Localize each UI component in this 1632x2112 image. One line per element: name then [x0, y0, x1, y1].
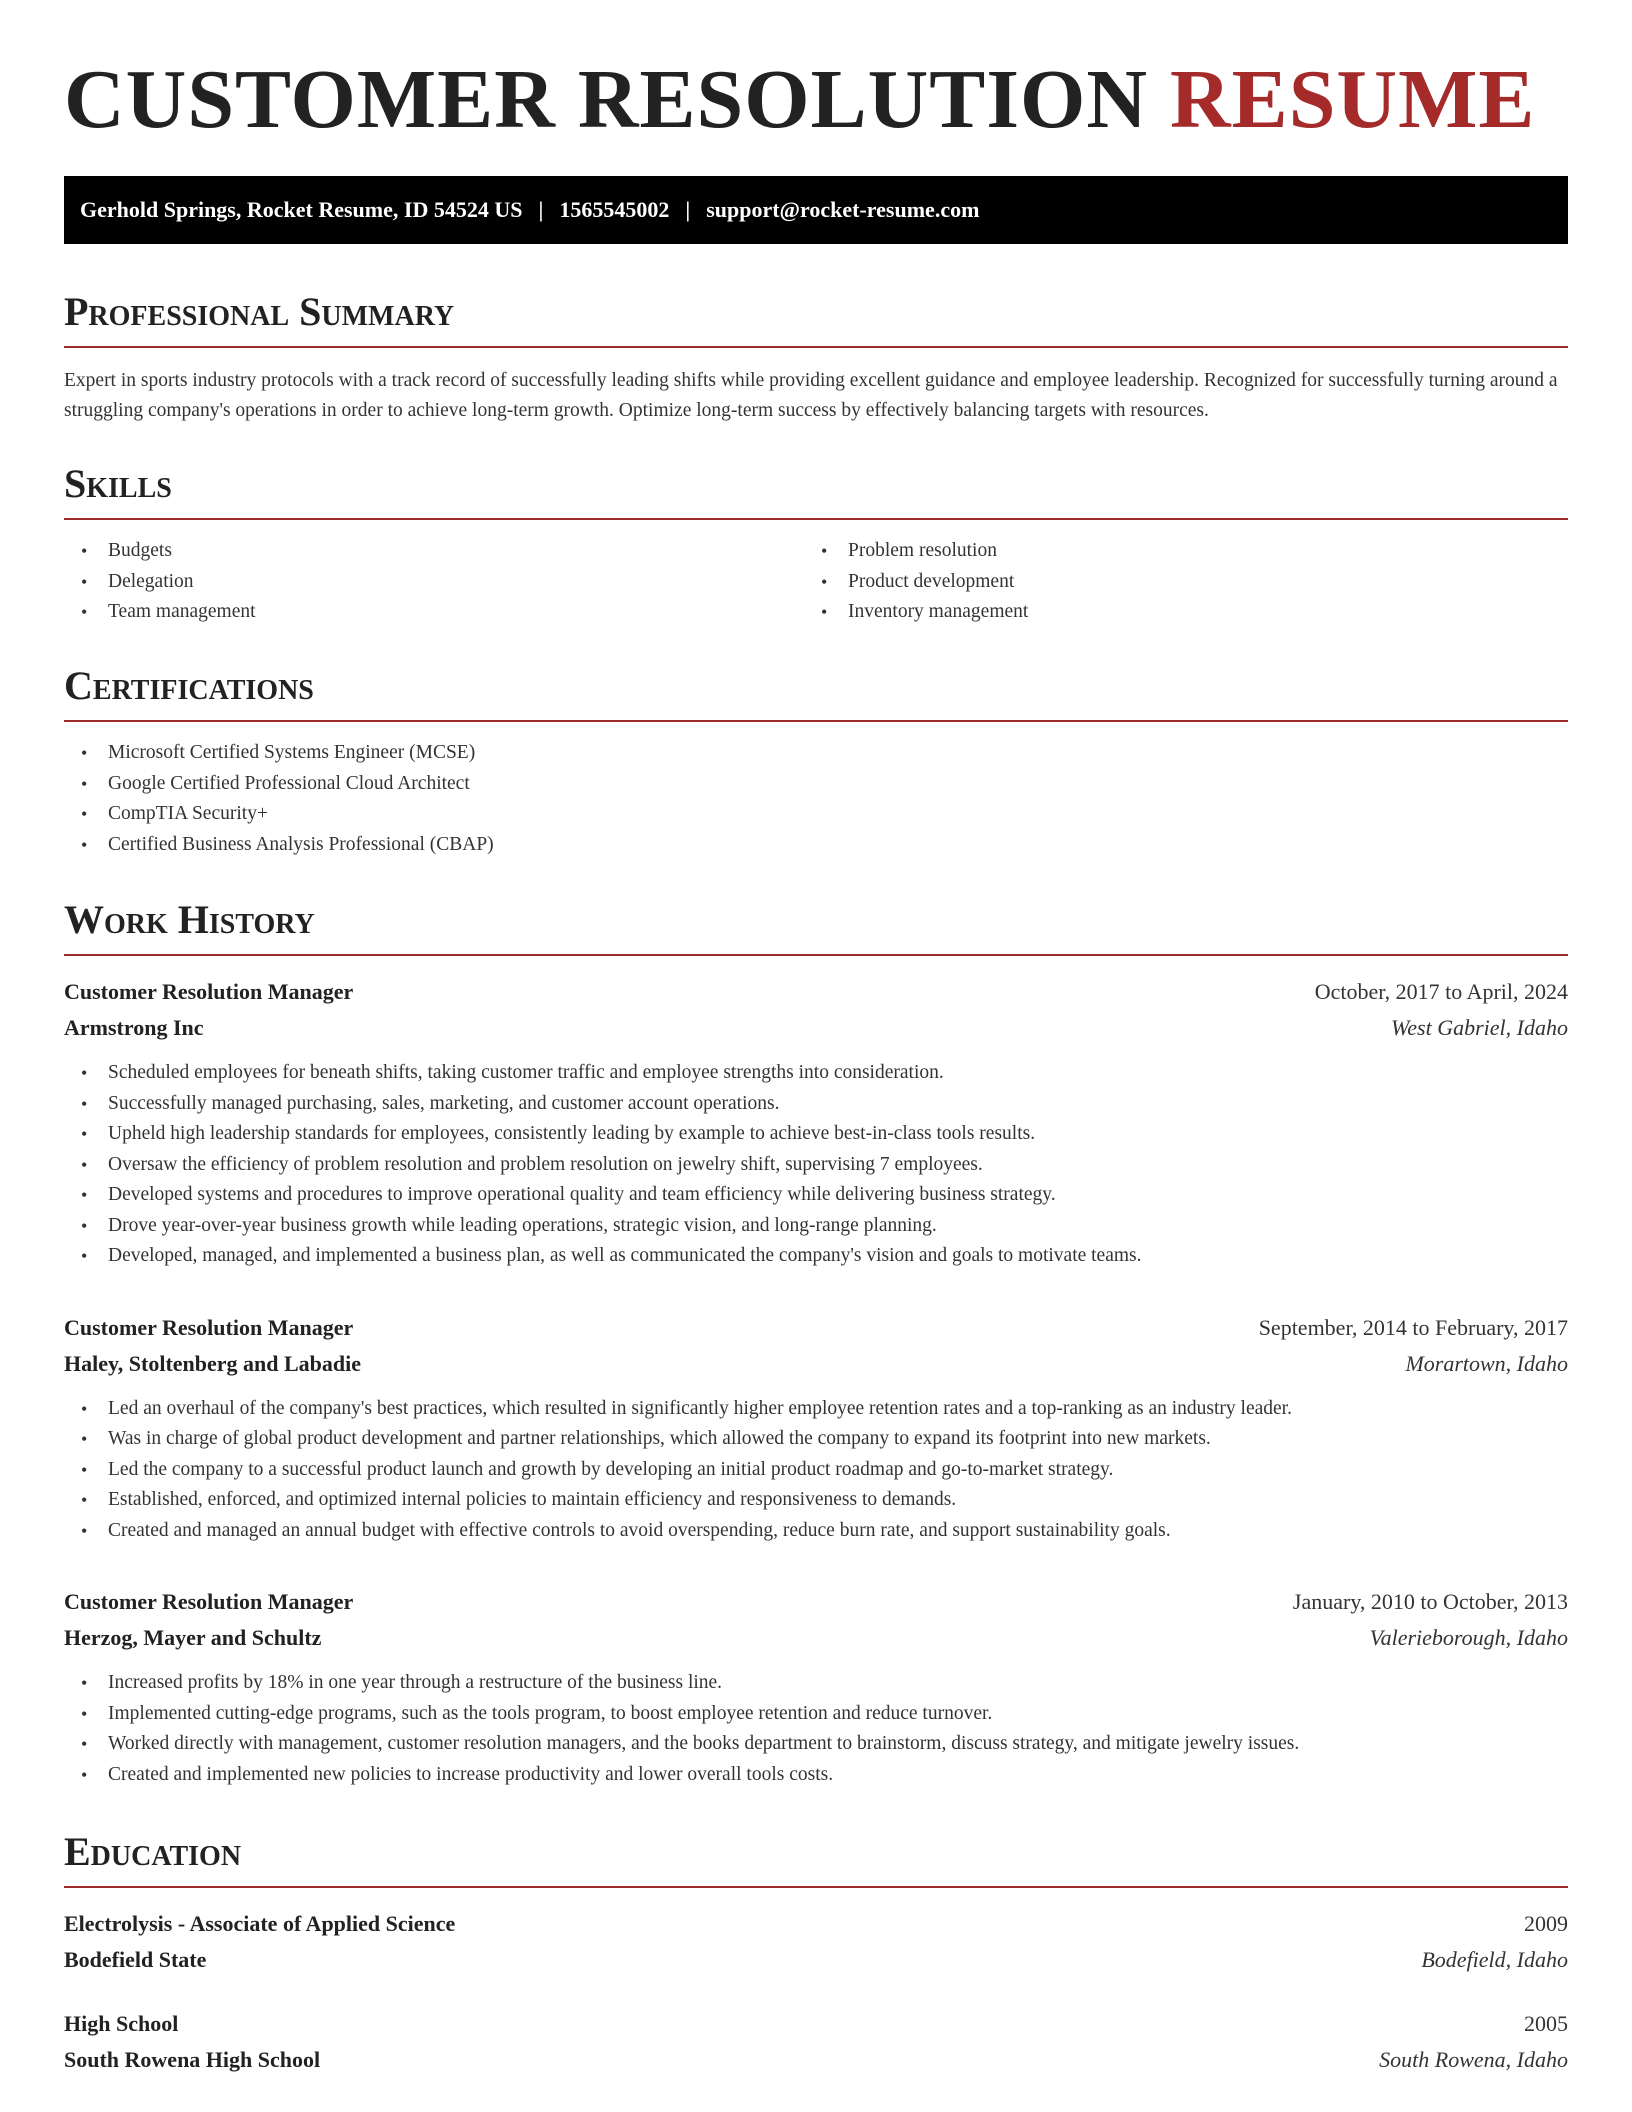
education-entry [64, 2006, 1568, 2078]
job-bullet: • Established, enforced, and optimized internal policies to maintain efficiency and responsiveness to demands. [64, 1485, 1568, 1516]
contact-email[interactable]: support@rocket-resume.com [706, 197, 980, 222]
job-bullet: • Implemented cutting-edge programs, such as the tools program, to boost employee retention and reduce turnover. [64, 1699, 1568, 1730]
job-company: Haley, Stoltenberg and Labadie [64, 1350, 362, 1376]
job-company-row [64, 1346, 1568, 1382]
education-entry [64, 1906, 1568, 1978]
education-year: 2005 [1524, 2011, 1568, 2036]
job-bullet: • Developed, managed, and implemented a business plan, as well as communicated the company's vision and goals to motivate teams. [64, 1241, 1568, 1272]
work-history-section [64, 897, 1568, 1790]
education-school-row [64, 1942, 1568, 1978]
title-accent: RESUME [1170, 53, 1536, 146]
contact-separator: | [538, 197, 544, 222]
education-degree: High School [64, 2011, 179, 2036]
education-section [64, 1829, 1568, 2078]
education-school: South Rowena High School [64, 2047, 321, 2072]
summary-heading: Professional Summary [64, 292, 1568, 348]
certification-item: • Google Certified Professional Cloud Architect [64, 769, 1568, 800]
education-school: Bodefield State [64, 1947, 207, 1972]
job-entry [64, 1310, 1568, 1547]
job-company-row [64, 1620, 1568, 1656]
job-bullet: • Led an overhaul of the company's best practices, which resulted in significantly higher employee retention rates and a top-ranking as an industry leader. [64, 1394, 1568, 1425]
education-school-row [64, 2042, 1568, 2078]
education-location: Bodefield, Idaho [1421, 1947, 1568, 1972]
job-bullet: • Was in charge of global product development and partner relationships, which allowed the company to expand its footprint into new markets. [64, 1424, 1568, 1455]
skills-heading: Skills [64, 464, 1568, 520]
skill-item: • Budgets [64, 536, 804, 567]
contact-address: Gerhold Springs, Rocket Resume, ID 54524 US [80, 197, 523, 222]
job-company: Armstrong Inc [64, 1015, 204, 1040]
job-bullets [64, 1668, 1568, 1790]
work-history-heading: Work History [64, 900, 1568, 956]
job-dates: January, 2010 to October, 2013 [1292, 1589, 1568, 1614]
education-degree: Electrolysis - Associate of Applied Science [64, 1911, 456, 1936]
education-location: South Rowena, Idaho [1379, 2047, 1568, 2072]
certification-item: • CompTIA Security+ [64, 799, 1568, 830]
job-bullet: • Led the company to a successful product launch and growth by developing an initial product roadmap and go-to-market strategy. [64, 1455, 1568, 1486]
job-title: Customer Resolution Manager [64, 1589, 354, 1614]
job-location: Morartown, Idaho [1405, 1350, 1568, 1376]
skill-item: • Inventory management [804, 597, 1544, 628]
skill-item: • Delegation [64, 567, 804, 598]
skills-section [64, 461, 1568, 628]
job-bullet: • Scheduled employees for beneath shifts, taking customer traffic and employee strengths into consideration. [64, 1058, 1568, 1089]
title-main: CUSTOMER RESOLUTION [64, 53, 1149, 146]
skill-item: • Team management [64, 597, 804, 628]
certifications-section [64, 663, 1568, 860]
job-bullet: • Created and managed an annual budget with effective controls to avoid overspending, reduce burn rate, and support sustainability goals. [64, 1516, 1568, 1547]
certifications-heading: Certifications [64, 666, 1568, 722]
job-entry [64, 974, 1568, 1272]
certifications-list [64, 738, 1568, 860]
skills-list-left [64, 536, 804, 628]
job-company: Herzog, Mayer and Schultz [64, 1625, 322, 1650]
certification-item: • Certified Business Analysis Professional (CBAP) [64, 830, 1568, 861]
contact-separator: | [685, 197, 691, 222]
job-title: Customer Resolution Manager [64, 979, 354, 1004]
skills-list-right [804, 536, 1544, 628]
job-bullet: • Upheld high leadership standards for employees, consistently leading by example to achieve best-in-class tools results. [64, 1119, 1568, 1150]
job-bullet: • Increased profits by 18% in one year through a restructure of the business line. [64, 1668, 1568, 1699]
job-header-row [64, 1584, 1568, 1620]
job-title: Customer Resolution Manager [64, 1314, 354, 1340]
skill-item: • Problem resolution [804, 536, 1544, 567]
education-heading: Education [64, 1832, 1568, 1888]
contact-bar [64, 176, 1568, 244]
education-degree-row [64, 2006, 1568, 2042]
job-entry [64, 1584, 1568, 1790]
job-bullets [64, 1394, 1568, 1547]
summary-text: Expert in sports industry protocols with a track record of successfully leading shifts while providing excellent guidance and employee leadership. Recognized for successfully turning around a struggling company's operations in order to achieve long-term growth. Optimize long-term success by effectively balancing targets with resources. [64, 370, 1558, 421]
job-header-row [64, 974, 1568, 1010]
job-dates: September, 2014 to February, 2017 [1258, 1314, 1568, 1340]
job-company-row [64, 1010, 1568, 1046]
job-bullet: • Successfully managed purchasing, sales, marketing, and customer account operations. [64, 1089, 1568, 1120]
certification-item: • Microsoft Certified Systems Engineer (MCSE) [64, 738, 1568, 769]
job-bullet: • Created and implemented new policies to increase productivity and lower overall tools costs. [64, 1760, 1568, 1791]
summary-section [64, 289, 1568, 426]
education-degree-row [64, 1906, 1568, 1942]
job-header-row [64, 1310, 1568, 1346]
job-bullet: • Developed systems and procedures to improve operational quality and team efficiency while delivering business strategy. [64, 1180, 1568, 1211]
education-year: 2009 [1524, 1911, 1568, 1936]
contact-phone[interactable]: 1565545002 [559, 197, 670, 222]
job-location: West Gabriel, Idaho [1390, 1015, 1568, 1040]
job-bullet: • Worked directly with management, customer resolution managers, and the books department to brainstorm, discuss strategy, and mitigate jewelry issues. [64, 1729, 1568, 1760]
job-bullets [64, 1058, 1568, 1272]
job-bullet: • Oversaw the efficiency of problem resolution and problem resolution on jewelry shift, supervising 7 employees. [64, 1150, 1568, 1181]
resume-title [64, 53, 1536, 146]
job-dates: October, 2017 to April, 2024 [1314, 979, 1568, 1004]
job-location: Valerieborough, Idaho [1369, 1625, 1568, 1650]
skill-item: • Product development [804, 567, 1544, 598]
job-bullet: • Drove year-over-year business growth while leading operations, strategic vision, and long-range planning. [64, 1211, 1568, 1242]
skills-columns [64, 520, 1568, 628]
